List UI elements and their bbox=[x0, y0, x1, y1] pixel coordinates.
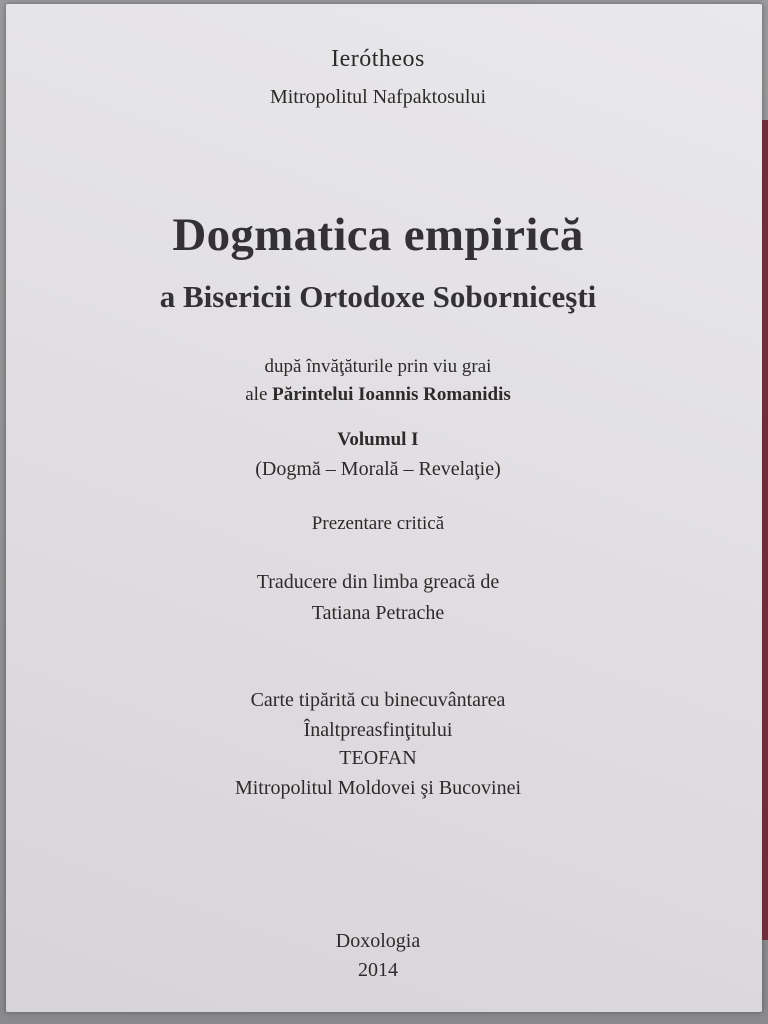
volume-label: Volumul I bbox=[337, 429, 419, 450]
translator-name: Tatiana Petrache bbox=[311, 602, 445, 624]
author-title: Mitropolitul Nafpaktosului bbox=[269, 86, 487, 108]
source-author-name: Părintelui Ioannis Romanidis bbox=[272, 384, 511, 405]
blessing-line-1: Carte tipărită cu binecuvântarea bbox=[250, 689, 506, 711]
source-line-2 bbox=[6, 384, 750, 406]
presentation-label: Prezentare critică bbox=[311, 513, 445, 534]
publication-year: 2014 bbox=[358, 959, 398, 981]
source-line-1: după învăţăturile prin viu grai bbox=[264, 356, 492, 377]
blessing-title: Mitropolitul Moldovei şi Bucovinei bbox=[234, 777, 522, 799]
translation-line: Traducere din limba greacă de bbox=[256, 571, 500, 593]
blessing-line-2: Înaltpreasfinţitului bbox=[303, 719, 453, 741]
publisher-name: Doxologia bbox=[335, 930, 421, 952]
book-title: Dogmatica empirică bbox=[172, 209, 584, 261]
book-subtitle: a Bisericii Ortodoxe Soborniceşti bbox=[159, 279, 597, 314]
volume-subtitle: (Dogmă – Morală – Revelaţie) bbox=[255, 458, 501, 480]
title-page bbox=[6, 4, 762, 1012]
source-line-2-prefix: ale bbox=[245, 384, 273, 405]
blessing-name: TEOFAN bbox=[339, 747, 417, 769]
author-name: Ierótheos bbox=[331, 46, 425, 72]
